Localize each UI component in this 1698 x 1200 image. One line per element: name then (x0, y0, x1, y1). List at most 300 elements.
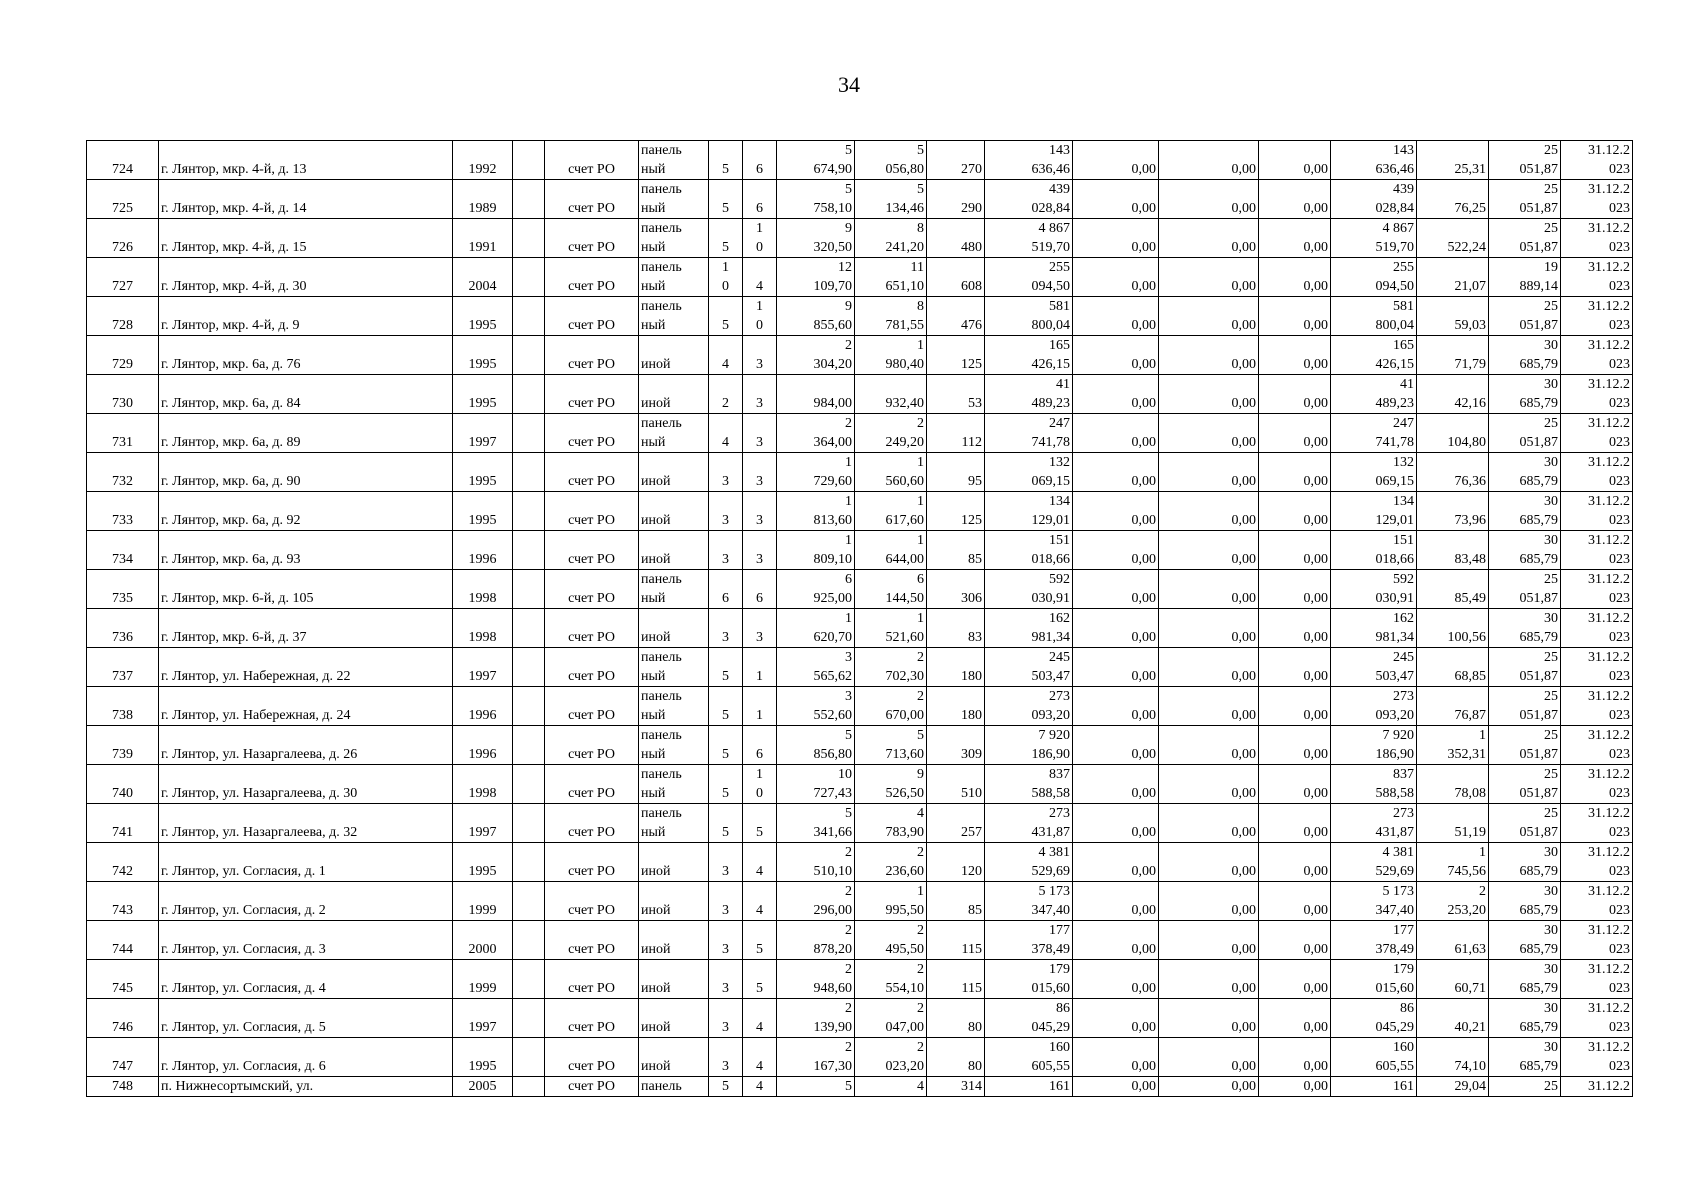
limit-cost-text: 25 051,87 (1519, 299, 1558, 333)
cost-total-text: 273 093,20 (1031, 689, 1070, 723)
residents-text: 83 (968, 630, 982, 645)
cell-area-living (855, 258, 927, 297)
entrances-text: 5 (756, 825, 763, 840)
address-text: г. Лянтор, ул. Набережная, д. 22 (161, 669, 351, 684)
fund-method-text: счет РО (568, 1059, 615, 1074)
cell-fund-federal (1073, 999, 1159, 1038)
cell-fund-regional (1159, 1077, 1259, 1097)
cell-deadline (1561, 648, 1633, 687)
owner-funds-text: 177 378,49 (1375, 923, 1414, 957)
cell-owner-funds (1331, 960, 1417, 999)
entrances-text: 4 (756, 279, 763, 294)
fund-regional-text: 0,00 (1231, 747, 1256, 762)
owner-funds-text: 160 605,55 (1375, 1040, 1414, 1074)
cell-unit-cost (1417, 258, 1489, 297)
cell-address (159, 219, 453, 258)
cell-row-number (87, 843, 159, 882)
cell-deadline (1561, 804, 1633, 843)
owner-funds-text: 5 173 347,40 (1375, 884, 1414, 918)
cell-row-number (87, 921, 159, 960)
residents-text: 125 (961, 513, 982, 528)
cell-deadline (1561, 531, 1633, 570)
row-number-text: 735 (112, 591, 133, 606)
fund-regional-text: 0,00 (1231, 864, 1256, 879)
cell-entrances (743, 453, 777, 492)
cell-wall-material (639, 414, 709, 453)
cell-empty-cell (513, 453, 545, 492)
cell-empty-cell (513, 648, 545, 687)
deadline-text: 31.12.2 023 (1588, 845, 1630, 879)
cell-fund-regional (1159, 609, 1259, 648)
fund-method-text: счет РО (568, 1020, 615, 1035)
cell-address (159, 570, 453, 609)
fund-method-text: счет РО (568, 747, 615, 762)
cell-build-year (453, 219, 513, 258)
cell-fund-municipal (1259, 531, 1331, 570)
cell-empty-cell (513, 765, 545, 804)
address-text: г. Лянтор, мкр. 4-й, д. 30 (161, 279, 307, 294)
cell-area-total (777, 492, 855, 531)
table-row (87, 219, 1633, 258)
cell-area-total (777, 882, 855, 921)
cost-total-text: 151 018,66 (1031, 533, 1070, 567)
cell-fund-municipal (1259, 180, 1331, 219)
cost-total-text: 134 129,01 (1031, 494, 1070, 528)
cell-empty-cell (513, 375, 545, 414)
cost-total-text: 4 867 519,70 (1031, 221, 1070, 255)
fund-method-text: счет РО (568, 552, 615, 567)
cell-owner-funds (1331, 804, 1417, 843)
cell-limit-cost (1489, 219, 1561, 258)
limit-cost-text: 25 051,87 (1519, 221, 1558, 255)
fund-regional-text: 0,00 (1231, 591, 1256, 606)
cell-cost-total (985, 843, 1073, 882)
cell-empty-cell (513, 921, 545, 960)
unit-cost-text: 76,25 (1454, 201, 1486, 216)
cell-cost-total (985, 180, 1073, 219)
fund-federal-text: 0,00 (1131, 747, 1156, 762)
cost-total-text: 837 588,58 (1031, 767, 1070, 801)
area-living-text: 1 521,60 (885, 611, 924, 645)
row-number-text: 730 (112, 396, 133, 411)
cell-unit-cost (1417, 570, 1489, 609)
cell-build-year (453, 609, 513, 648)
owner-funds-text: 132 069,15 (1375, 455, 1414, 489)
cell-limit-cost (1489, 726, 1561, 765)
wall-material-text: иной (641, 474, 671, 489)
cell-entrances (743, 336, 777, 375)
area-living-text: 5 056,80 (885, 143, 924, 177)
cell-area-living (855, 336, 927, 375)
cell-wall-material (639, 1077, 709, 1097)
cost-total-text: 160 605,55 (1031, 1040, 1070, 1074)
cell-deadline (1561, 297, 1633, 336)
deadline-text: 31.12.2 023 (1588, 806, 1630, 840)
cell-cost-total (985, 219, 1073, 258)
cell-build-year (453, 843, 513, 882)
residents-text: 180 (961, 669, 982, 684)
owner-funds-text: 162 981,34 (1375, 611, 1414, 645)
entrances-text: 3 (756, 513, 763, 528)
cell-fund-regional (1159, 297, 1259, 336)
fund-method-text: счет РО (568, 162, 615, 177)
fund-federal-text: 0,00 (1131, 201, 1156, 216)
cell-entrances (743, 726, 777, 765)
cell-unit-cost (1417, 141, 1489, 180)
area-total-text: 5 856,80 (813, 728, 852, 762)
build-year-text: 1992 (468, 162, 497, 177)
cell-unit-cost (1417, 414, 1489, 453)
cell-fund-method (545, 297, 639, 336)
cell-area-living (855, 570, 927, 609)
fund-regional-text: 0,00 (1231, 279, 1256, 294)
area-total-text: 12 109,70 (813, 260, 852, 294)
cost-total-text: 439 028,84 (1031, 182, 1070, 216)
cell-entrances (743, 765, 777, 804)
cell-area-total (777, 804, 855, 843)
cell-limit-cost (1489, 414, 1561, 453)
area-total-text: 5 674,90 (813, 143, 852, 177)
row-number-text: 747 (112, 1059, 133, 1074)
cell-fund-federal (1073, 882, 1159, 921)
fund-municipal-text: 0,00 (1303, 240, 1328, 255)
cell-unit-cost (1417, 297, 1489, 336)
cell-unit-cost (1417, 453, 1489, 492)
unit-cost-text: 73,96 (1454, 513, 1486, 528)
cell-floors (709, 258, 743, 297)
cell-unit-cost (1417, 726, 1489, 765)
cell-address (159, 297, 453, 336)
cell-build-year (453, 141, 513, 180)
cell-empty-cell (513, 570, 545, 609)
fund-federal-text: 0,00 (1131, 825, 1156, 840)
cell-floors (709, 687, 743, 726)
row-number-text: 748 (112, 1079, 133, 1094)
cost-total-text: 177 378,49 (1031, 923, 1070, 957)
cell-unit-cost (1417, 1077, 1489, 1097)
fund-method-text: счет РО (568, 630, 615, 645)
area-total-text: 5 (845, 1079, 852, 1094)
cell-wall-material (639, 180, 709, 219)
cell-address (159, 609, 453, 648)
entrances-text: 4 (756, 864, 763, 879)
fund-method-text: счет РО (568, 201, 615, 216)
cell-wall-material (639, 219, 709, 258)
floors-text: 3 (722, 513, 729, 528)
wall-material-text: иной (641, 981, 671, 996)
cell-fund-regional (1159, 921, 1259, 960)
row-number-text: 746 (112, 1020, 133, 1035)
cell-deadline (1561, 1077, 1633, 1097)
deadline-text: 31.12.2 023 (1588, 455, 1630, 489)
cell-area-total (777, 141, 855, 180)
cell-empty-cell (513, 1038, 545, 1077)
unit-cost-text: 21,07 (1454, 279, 1486, 294)
cell-entrances (743, 648, 777, 687)
fund-regional-text: 0,00 (1231, 903, 1256, 918)
fund-municipal-text: 0,00 (1303, 669, 1328, 684)
cell-fund-regional (1159, 765, 1259, 804)
wall-material-text: иной (641, 1020, 671, 1035)
cost-total-text: 5 173 347,40 (1031, 884, 1070, 918)
cell-address (159, 414, 453, 453)
fund-federal-text: 0,00 (1131, 435, 1156, 450)
cell-residents (927, 570, 985, 609)
fund-method-text: счет РО (568, 318, 615, 333)
cell-build-year (453, 375, 513, 414)
cell-wall-material (639, 648, 709, 687)
table-row (87, 648, 1633, 687)
wall-material-text: иной (641, 1059, 671, 1074)
table-row (87, 570, 1633, 609)
cell-fund-municipal (1259, 804, 1331, 843)
fund-federal-text: 0,00 (1131, 162, 1156, 177)
cell-fund-method (545, 843, 639, 882)
cell-limit-cost (1489, 531, 1561, 570)
owner-funds-text: 245 503,47 (1375, 650, 1414, 684)
cell-row-number (87, 882, 159, 921)
cell-residents (927, 414, 985, 453)
floors-text: 5 (722, 201, 729, 216)
cell-floors (709, 141, 743, 180)
cell-fund-regional (1159, 843, 1259, 882)
fund-regional-text: 0,00 (1231, 513, 1256, 528)
cell-fund-municipal (1259, 648, 1331, 687)
cell-limit-cost (1489, 570, 1561, 609)
cell-entrances (743, 1077, 777, 1097)
floors-text: 4 (722, 357, 729, 372)
build-year-text: 1996 (468, 552, 497, 567)
row-number-text: 737 (112, 669, 133, 684)
cell-address (159, 336, 453, 375)
cell-fund-method (545, 609, 639, 648)
area-living-text: 2 702,30 (885, 650, 924, 684)
cell-residents (927, 921, 985, 960)
cell-empty-cell (513, 960, 545, 999)
cell-cost-total (985, 453, 1073, 492)
fund-municipal-text: 0,00 (1303, 942, 1328, 957)
build-year-text: 1995 (468, 474, 497, 489)
entrances-text: 3 (756, 552, 763, 567)
cell-wall-material (639, 336, 709, 375)
wall-material-text: иной (641, 357, 671, 372)
cell-fund-regional (1159, 258, 1259, 297)
row-number-text: 741 (112, 825, 133, 840)
entrances-text: 3 (756, 630, 763, 645)
cell-entrances (743, 531, 777, 570)
residents-text: 95 (968, 474, 982, 489)
wall-material-text: панель ный (641, 182, 682, 216)
table-row (87, 687, 1633, 726)
cell-cost-total (985, 765, 1073, 804)
table-row (87, 804, 1633, 843)
wall-material-text: панель ный (641, 689, 682, 723)
residents-text: 314 (961, 1079, 982, 1094)
fund-regional-text: 0,00 (1231, 162, 1256, 177)
cell-empty-cell (513, 180, 545, 219)
cell-area-living (855, 375, 927, 414)
deadline-text: 31.12.2 023 (1588, 377, 1630, 411)
cell-row-number (87, 960, 159, 999)
row-number-text: 733 (112, 513, 133, 528)
cell-limit-cost (1489, 999, 1561, 1038)
cell-fund-method (545, 1038, 639, 1077)
area-total-text: 3 552,60 (813, 689, 852, 723)
cell-cost-total (985, 1077, 1073, 1097)
build-year-text: 1995 (468, 513, 497, 528)
cell-fund-federal (1073, 609, 1159, 648)
owner-funds-text: 41 489,23 (1375, 377, 1414, 411)
cell-build-year (453, 1038, 513, 1077)
cell-row-number (87, 1038, 159, 1077)
cell-residents (927, 375, 985, 414)
cell-deadline (1561, 375, 1633, 414)
cell-fund-municipal (1259, 726, 1331, 765)
page-number: 34 (838, 72, 860, 97)
wall-material-text: панель ный (641, 728, 682, 762)
unit-cost-text: 76,36 (1454, 474, 1486, 489)
cell-fund-regional (1159, 414, 1259, 453)
area-total-text: 2 948,60 (813, 962, 852, 996)
cell-wall-material (639, 999, 709, 1038)
cell-deadline (1561, 765, 1633, 804)
cell-address (159, 1077, 453, 1097)
cell-unit-cost (1417, 180, 1489, 219)
residents-text: 510 (961, 786, 982, 801)
cell-area-total (777, 843, 855, 882)
entrances-text: 1 (756, 708, 763, 723)
cell-deadline (1561, 453, 1633, 492)
fund-regional-text: 0,00 (1231, 708, 1256, 723)
floors-text: 5 (722, 1079, 729, 1094)
cell-floors (709, 999, 743, 1038)
cell-residents (927, 687, 985, 726)
cell-area-living (855, 1077, 927, 1097)
cell-area-total (777, 570, 855, 609)
floors-text: 5 (722, 747, 729, 762)
cell-area-living (855, 1038, 927, 1077)
cell-wall-material (639, 726, 709, 765)
fund-method-text: счет РО (568, 786, 615, 801)
table-row (87, 765, 1633, 804)
cell-fund-method (545, 804, 639, 843)
deadline-text: 31.12.2 023 (1588, 260, 1630, 294)
cell-fund-federal (1073, 258, 1159, 297)
cell-limit-cost (1489, 882, 1561, 921)
cell-unit-cost (1417, 375, 1489, 414)
build-year-text: 1998 (468, 786, 497, 801)
cell-fund-method (545, 921, 639, 960)
cell-deadline (1561, 336, 1633, 375)
cell-owner-funds (1331, 492, 1417, 531)
owner-funds-text: 581 800,04 (1375, 299, 1414, 333)
cell-build-year (453, 804, 513, 843)
build-year-text: 1995 (468, 396, 497, 411)
cell-area-total (777, 609, 855, 648)
cell-fund-federal (1073, 765, 1159, 804)
limit-cost-text: 30 685,79 (1519, 1001, 1558, 1035)
cell-entrances (743, 414, 777, 453)
cell-fund-regional (1159, 726, 1259, 765)
fund-method-text: счет РО (568, 903, 615, 918)
wall-material-text: иной (641, 630, 671, 645)
deadline-text: 31.12.2 (1588, 1079, 1630, 1094)
cell-fund-method (545, 492, 639, 531)
cell-fund-method (545, 258, 639, 297)
cell-fund-regional (1159, 999, 1259, 1038)
cell-deadline (1561, 141, 1633, 180)
cell-wall-material (639, 531, 709, 570)
unit-cost-text: 59,03 (1454, 318, 1486, 333)
cell-residents (927, 843, 985, 882)
cell-empty-cell (513, 336, 545, 375)
cell-fund-federal (1073, 531, 1159, 570)
cell-fund-method (545, 726, 639, 765)
address-text: г. Лянтор, мкр. 6а, д. 76 (161, 357, 301, 372)
cell-fund-regional (1159, 1038, 1259, 1077)
fund-municipal-text: 0,00 (1303, 357, 1328, 372)
address-text: г. Лянтор, ул. Назаргалеева, д. 32 (161, 825, 358, 840)
fund-regional-text: 0,00 (1231, 981, 1256, 996)
cell-fund-federal (1073, 726, 1159, 765)
residents-text: 115 (961, 942, 982, 957)
build-year-text: 1997 (468, 825, 497, 840)
deadline-text: 31.12.2 023 (1588, 1040, 1630, 1074)
cell-empty-cell (513, 999, 545, 1038)
limit-cost-text: 30 685,79 (1519, 338, 1558, 372)
entrances-text: 4 (756, 1079, 763, 1094)
owner-funds-text: 86 045,29 (1375, 1001, 1414, 1035)
cell-fund-federal (1073, 453, 1159, 492)
limit-cost-text: 30 685,79 (1519, 611, 1558, 645)
cell-fund-method (545, 336, 639, 375)
unit-cost-text: 83,48 (1454, 552, 1486, 567)
unit-cost-text: 42,16 (1454, 396, 1486, 411)
cell-cost-total (985, 804, 1073, 843)
cell-residents (927, 999, 985, 1038)
cell-wall-material (639, 492, 709, 531)
cell-fund-federal (1073, 297, 1159, 336)
cell-empty-cell (513, 492, 545, 531)
area-total-text: 10 727,43 (813, 767, 852, 801)
entrances-text: 1 0 (756, 767, 763, 801)
residents-text: 309 (961, 747, 982, 762)
cell-unit-cost (1417, 492, 1489, 531)
build-year-text: 1997 (468, 1020, 497, 1035)
address-text: г. Лянтор, ул. Набережная, д. 24 (161, 708, 351, 723)
cell-area-living (855, 180, 927, 219)
area-living-text: 2 670,00 (885, 689, 924, 723)
row-number-text: 738 (112, 708, 133, 723)
fund-municipal-text: 0,00 (1303, 279, 1328, 294)
cell-area-living (855, 804, 927, 843)
deadline-text: 31.12.2 023 (1588, 923, 1630, 957)
residents-text: 80 (968, 1020, 982, 1035)
area-total-text: 5 758,10 (813, 182, 852, 216)
wall-material-text: панель ный (641, 299, 682, 333)
cell-empty-cell (513, 687, 545, 726)
cell-fund-municipal (1259, 1038, 1331, 1077)
address-text: г. Лянтор, ул. Согласия, д. 6 (161, 1059, 326, 1074)
build-year-text: 1998 (468, 591, 497, 606)
limit-cost-text: 30 685,79 (1519, 884, 1558, 918)
unit-cost-text: 522,24 (1447, 240, 1486, 255)
fund-federal-text: 0,00 (1131, 1020, 1156, 1035)
cell-fund-municipal (1259, 999, 1331, 1038)
cell-unit-cost (1417, 765, 1489, 804)
cell-empty-cell (513, 726, 545, 765)
cell-limit-cost (1489, 453, 1561, 492)
